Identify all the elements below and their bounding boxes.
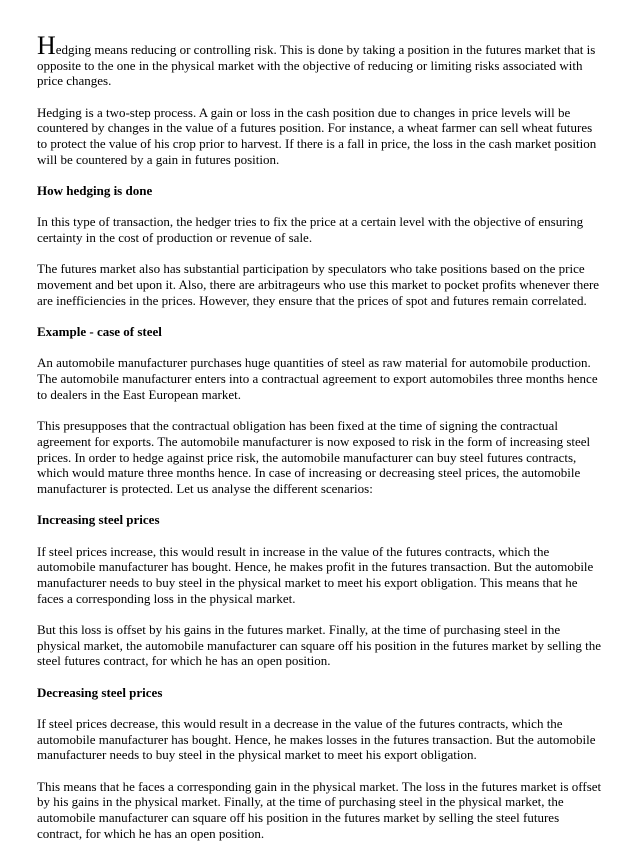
increasing-paragraph-2: But this loss is offset by his gains in the futures market. Finally, at the time of purchasing steel in the physical market, the automobile manufacturer can square off his position in the futures market by selling the steel futures contract, for which he has an open position. [37,621,602,669]
increasing-paragraph-1: If steel prices increase, this would result in increase in the value of the futures contracts, which the automobile manufacturer has bought. Hence, he makes profit in the futures transaction. But the automobile manufacturer needs to buy steel in the physical market to meet his export obligation. This means that he faces a corresponding loss in the physical market. [37,543,594,606]
heading-increasing-prices: Increasing steel prices [37,512,160,528]
how-paragraph-2: The futures market also has substantial participation by speculators who take positions based on the price movement and bet upon it. Also, there are arbitrageurs who use this market to pocket profits whenever there are inefficiencies in the prices. However, they ensure that the prices of spot and futures remain correlated. [37,261,600,308]
intro-paragraph-2: Hedging is a two-step process. A gain or loss in the cash position due to changes in price levels will be countered by changes in the value of a futures position. For instance, a wheat farmer can sell wheat futures to protect the value of his crop prior to harvest. If there is a fall in price, the loss in the cash market position will be countered by a gain in futures position. [37,104,597,167]
intro-paragraph-1 [37,31,605,89]
heading-decreasing-prices: Decreasing steel prices [37,684,163,700]
decreasing-paragraph-2: This means that he faces a corresponding gain in the physical market. The loss in the futures market is offset by his gains in the physical market. Finally, at the time of purchasing steel in the physical market, the automobile manufacturer can square off his position in the futures market by selling the steel futures contract, for which he has an open position. [37,778,602,841]
how-paragraph-1: In this type of transaction, the hedger tries to fix the price at a certain level with the objective of ensuring certainty in the cost of production or revenue of sale. [37,214,584,246]
document-page [37,31,605,857]
heading-how-hedging: How hedging is done [37,183,153,199]
heading-example-steel: Example - case of steel [37,324,162,340]
intro-paragraph-1-text: edging means reducing or controlling risk. This is done by taking a position in the futures market that is opposite to the one in the physical market with the objective of reducing or limiting risks associated with price changes. [37,42,596,89]
example-paragraph-2: This presupposes that the contractual obligation has been fixed at the time of signing the contractual agreement for exports. The automobile manufacturer is now exposed to risk in the form of increasing steel prices. In order to hedge against price risk, the automobile manufacturer can buy steel futures contracts, which would mature three months hence. In case of increasing or decreasing steel prices, the automobile manufacturer is protected. Let us analyse the different scenarios: [37,418,591,496]
decreasing-paragraph-1: If steel prices decrease, this would result in a decrease in the value of the futures contracts, which the automobile manufacturer has bought. Hence, he makes losses in the futures transaction. But the automobile manufacturer needs to buy steel in the physical market to meet his export obligation. [37,715,596,763]
example-paragraph-1: An automobile manufacturer purchases huge quantities of steel as raw material for automobile production. The automobile manufacturer enters into a contractual agreement to export automobiles three months hence to dealers in the East European market. [37,355,598,402]
dropcap-letter: H [37,31,56,60]
